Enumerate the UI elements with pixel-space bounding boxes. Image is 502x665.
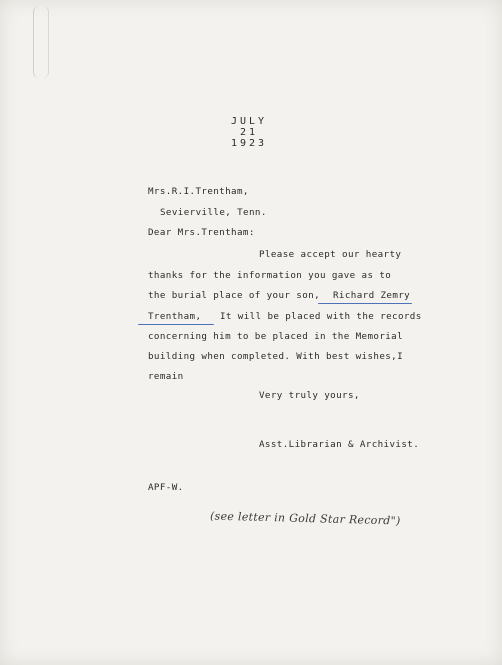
body-line-6: building when completed. With best wishes,I	[148, 351, 404, 362]
date-day: 21	[239, 127, 259, 138]
body-line-7: remain	[148, 371, 184, 382]
reference-initials: APF-W.	[148, 482, 184, 493]
body-line-5: concerning him to be placed in the Memorial	[148, 331, 404, 342]
recipient-name: Mrs.R.I.Trentham,	[148, 186, 249, 197]
son-name-last: Trentham,	[148, 311, 202, 322]
salutation: Dear Mrs.Trentham:	[148, 227, 255, 238]
pen-underline-1	[318, 303, 412, 304]
handwritten-note: (see letter in Gold Star Record")	[209, 509, 401, 528]
date-month: JULY	[230, 116, 268, 127]
body-line-4: It will be placed with the records	[220, 311, 422, 322]
son-name-first: Richard Zemry	[333, 290, 411, 301]
date-year: 1923	[230, 138, 268, 149]
body-line-3: the burial place of your son,	[148, 290, 321, 301]
pen-underline-2	[138, 324, 214, 325]
closing: Very truly yours,	[259, 390, 360, 401]
letter-date	[225, 116, 273, 149]
signature-title: Asst.Librarian & Archivist.	[259, 439, 420, 450]
recipient-address: Sevierville, Tenn.	[160, 207, 267, 218]
body-line-1: Please accept our hearty	[259, 249, 402, 260]
body-line-2: thanks for the information you gave as to	[148, 270, 392, 281]
paper-fold-mark	[33, 6, 49, 78]
